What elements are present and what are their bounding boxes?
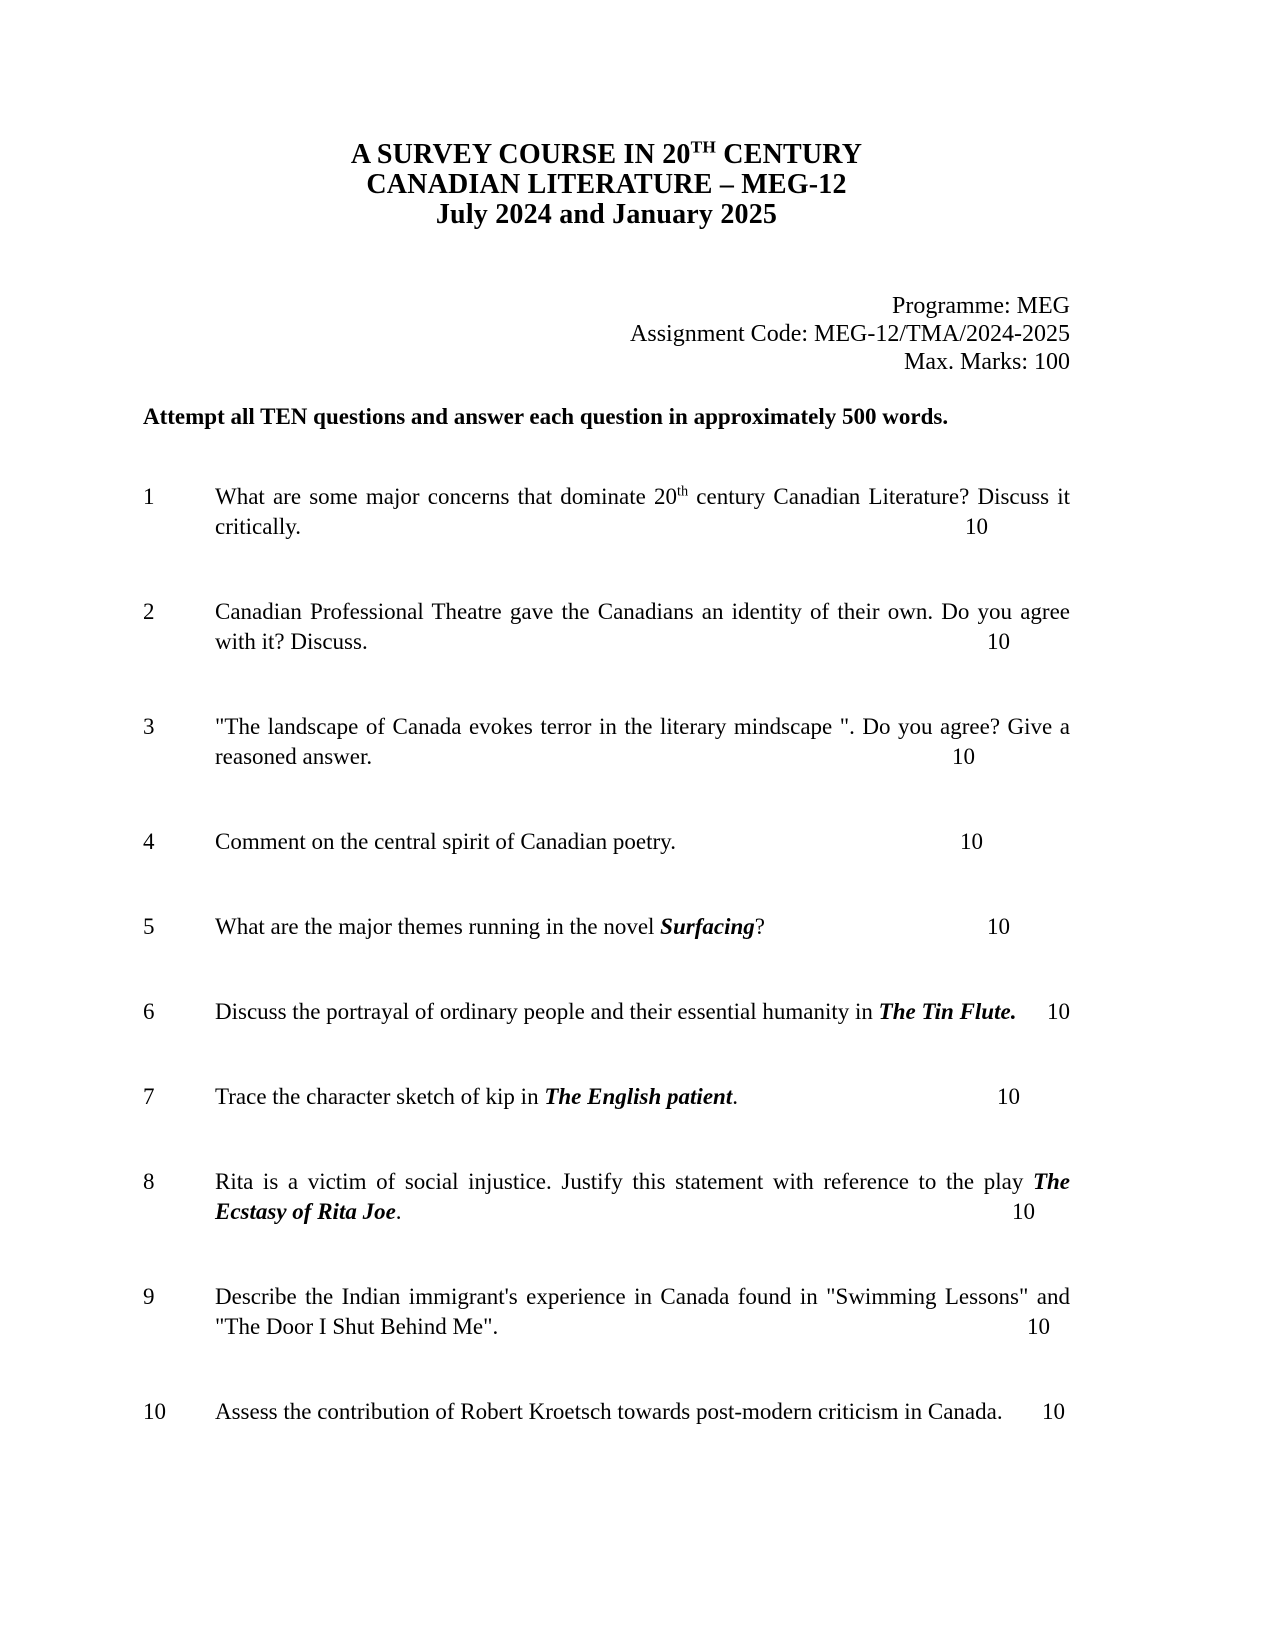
question-number: 8 bbox=[143, 1169, 155, 1194]
question-row-4 bbox=[143, 827, 1070, 857]
question-number: 3 bbox=[143, 714, 155, 739]
question-text-post: . bbox=[395, 1199, 402, 1224]
question-row-6 bbox=[143, 997, 1070, 1027]
question-row-1 bbox=[143, 482, 1070, 542]
question-marks: 10 bbox=[1047, 999, 1070, 1024]
question-text-pre: "The landscape of Canada evokes terror in the literary mindscape ". Do you agree? Give a reasoned answer. bbox=[215, 714, 1070, 769]
question-list bbox=[143, 482, 1070, 1427]
question-number: 5 bbox=[143, 914, 155, 939]
title-line-1-pre: A SURVEY COURSE IN 20 bbox=[350, 139, 691, 170]
question-row-3 bbox=[143, 712, 1070, 772]
question-text-pre: What are the major themes running in the novel bbox=[215, 914, 661, 939]
question-superscript: th bbox=[677, 483, 689, 500]
document-title bbox=[143, 137, 1070, 230]
book-title: The Ecstasy of Rita Joe bbox=[215, 1169, 1070, 1224]
question-marks: 10 bbox=[965, 514, 988, 539]
programme-line: Programme: MEG bbox=[892, 293, 1070, 319]
question-text-post: century Canadian Literature? Discuss it critically. bbox=[215, 484, 1070, 539]
title-line-2: CANADIAN LITERATURE – MEG-12 bbox=[366, 169, 847, 200]
question-number: 4 bbox=[143, 829, 155, 854]
question-number: 6 bbox=[143, 999, 155, 1024]
question-text bbox=[215, 997, 1070, 1027]
question-number: 7 bbox=[143, 1084, 155, 1109]
question-text bbox=[215, 482, 1070, 542]
question-marks: 10 bbox=[1012, 1199, 1035, 1224]
question-text-pre: Canadian Professional Theatre gave the Canadians an identity of their own. Do you agree with it? Discuss. bbox=[215, 599, 1070, 654]
question-text bbox=[215, 1167, 1070, 1227]
assignment-meta bbox=[143, 292, 1070, 376]
assignment-code-line: Assignment Code: MEG-12/TMA/2024-2025 bbox=[630, 321, 1070, 347]
question-text-pre: Rita is a victim of social injustice. Justify this statement with reference to the play bbox=[215, 1169, 1033, 1194]
question-row-2 bbox=[143, 597, 1070, 657]
question-text-post: . bbox=[732, 1084, 738, 1109]
question-text bbox=[215, 827, 1070, 857]
question-row-10 bbox=[143, 1397, 1070, 1427]
question-row-9 bbox=[143, 1282, 1070, 1342]
question-marks: 10 bbox=[1042, 1399, 1065, 1424]
question-text-pre: What are some major concerns that dominate 20 bbox=[215, 484, 678, 509]
question-marks: 10 bbox=[987, 629, 1010, 654]
question-marks: 10 bbox=[1027, 1314, 1050, 1339]
question-number: 2 bbox=[143, 599, 155, 624]
max-marks-line: Max. Marks: 100 bbox=[904, 349, 1070, 375]
question-text-pre: Discuss the portrayal of ordinary people and their essential humanity in bbox=[215, 999, 879, 1024]
question-text-pre: Assess the contribution of Robert Kroetsch towards post-modern criticism in Canada. bbox=[215, 1399, 1003, 1424]
question-number: 1 bbox=[143, 484, 155, 509]
question-marks: 10 bbox=[987, 914, 1010, 939]
question-row-8 bbox=[143, 1167, 1070, 1227]
question-marks: 10 bbox=[960, 829, 983, 854]
question-row-5 bbox=[143, 912, 1070, 942]
question-text bbox=[215, 712, 1070, 772]
question-marks: 10 bbox=[997, 1084, 1020, 1109]
question-marks: 10 bbox=[952, 744, 975, 769]
book-title: The English patient bbox=[544, 1084, 733, 1109]
book-title: Surfacing bbox=[660, 914, 755, 939]
question-text-pre: Trace the character sketch of kip in bbox=[215, 1084, 545, 1109]
title-superscript: TH bbox=[690, 137, 717, 157]
title-line-3: July 2024 and January 2025 bbox=[435, 199, 778, 230]
book-title: The Tin Flute. bbox=[878, 999, 1017, 1024]
question-text-pre: Describe the Indian immigrant's experience in Canada found in "Swimming Lessons" and "The Door I Shut Behind Me". bbox=[215, 1284, 1070, 1339]
question-text-pre: Comment on the central spirit of Canadian poetry. bbox=[215, 829, 676, 854]
question-text bbox=[215, 1282, 1070, 1342]
question-text bbox=[215, 912, 1070, 942]
title-line-1 bbox=[143, 137, 1070, 170]
question-number: 9 bbox=[143, 1284, 155, 1309]
title-line-1-post: CENTURY bbox=[716, 139, 863, 170]
question-text bbox=[215, 597, 1070, 657]
question-number: 10 bbox=[143, 1399, 166, 1424]
question-text bbox=[215, 1082, 1070, 1112]
question-text-post: ? bbox=[754, 914, 765, 939]
question-text bbox=[215, 1397, 1070, 1427]
question-row-7 bbox=[143, 1082, 1070, 1112]
instruction-line: Attempt all TEN questions and answer each question in approximately 500 words. bbox=[143, 404, 949, 429]
